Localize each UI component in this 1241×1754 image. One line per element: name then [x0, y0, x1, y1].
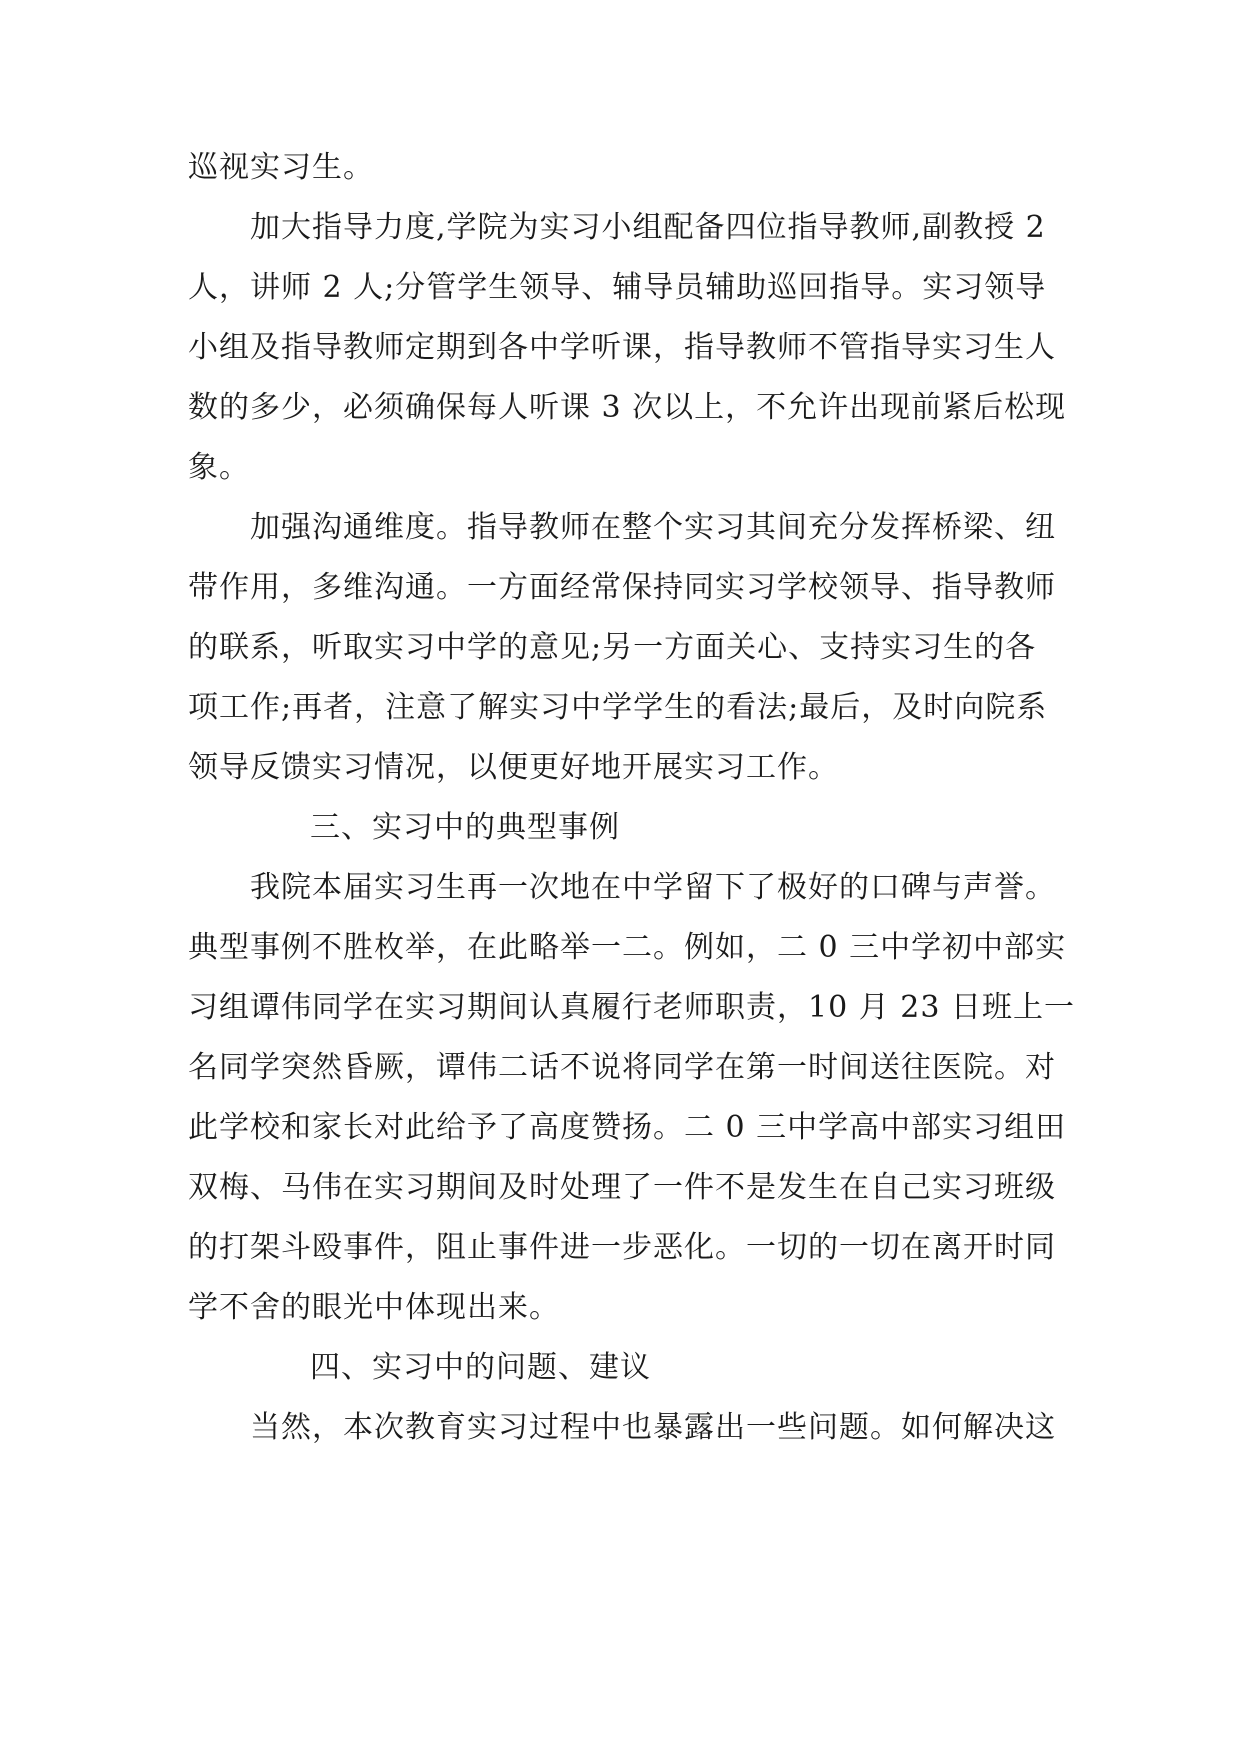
- text-line: 带作用，多维沟通。一方面经常保持同实习学校领导、指导教师: [188, 570, 1056, 605]
- text-line: 数的多少，必须确保每人听课 3 次以上，不允许出现前紧后松现: [188, 390, 1067, 425]
- text-line: 的联系，听取实习中学的意见;另一方面关心、支持实习生的各: [188, 630, 1037, 665]
- paragraph-start: 当然，本次教育实习过程中也暴露出一些问题。如何解决这: [250, 1410, 1056, 1445]
- text-line: 此学校和家长对此给予了高度赞扬。二 0 三中学高中部实习组田: [188, 1110, 1067, 1145]
- paragraph-start: 我院本届实习生再一次地在中学留下了极好的口碑与声誉。: [250, 870, 1056, 905]
- paragraph-start: 加大指导力度,学院为实习小组配备四位指导教师,副教授 2: [250, 210, 1046, 245]
- text-line: 典型事例不胜枚举，在此略举一二。例如，二 0 三中学初中部实: [188, 930, 1067, 965]
- text-line: 小组及指导教师定期到各中学听课，指导教师不管指导实习生人: [188, 330, 1056, 365]
- section-heading: 四、实习中的问题、建议: [310, 1350, 651, 1385]
- text-line: 名同学突然昏厥，谭伟二话不说将同学在第一时间送往医院。对: [188, 1050, 1056, 1085]
- text-line: 的打架斗殴事件，阻止事件进一步恶化。一切的一切在离开时同: [188, 1230, 1056, 1265]
- text-line: 象。: [188, 450, 250, 485]
- text-line: 领导反馈实习情况，以便更好地开展实习工作。: [188, 750, 839, 785]
- section-heading: 三、实习中的典型事例: [310, 810, 620, 845]
- text-line: 巡视实习生。: [188, 150, 374, 185]
- text-line: 学不舍的眼光中体现出来。: [188, 1290, 560, 1325]
- paragraph-start: 加强沟通维度。指导教师在整个实习其间充分发挥桥梁、纽: [250, 510, 1056, 545]
- text-line: 人，讲师 2 人;分管学生领导、辅导员辅助巡回指导。实习领导: [188, 270, 1047, 305]
- text-line: 习组谭伟同学在实习期间认真履行老师职责，10 月 23 日班上一: [188, 990, 1075, 1025]
- text-line: 双梅、马伟在实习期间及时处理了一件不是发生在自己实习班级: [188, 1170, 1056, 1205]
- text-line: 项工作;再者，注意了解实习中学学生的看法;最后，及时向院系: [188, 690, 1048, 725]
